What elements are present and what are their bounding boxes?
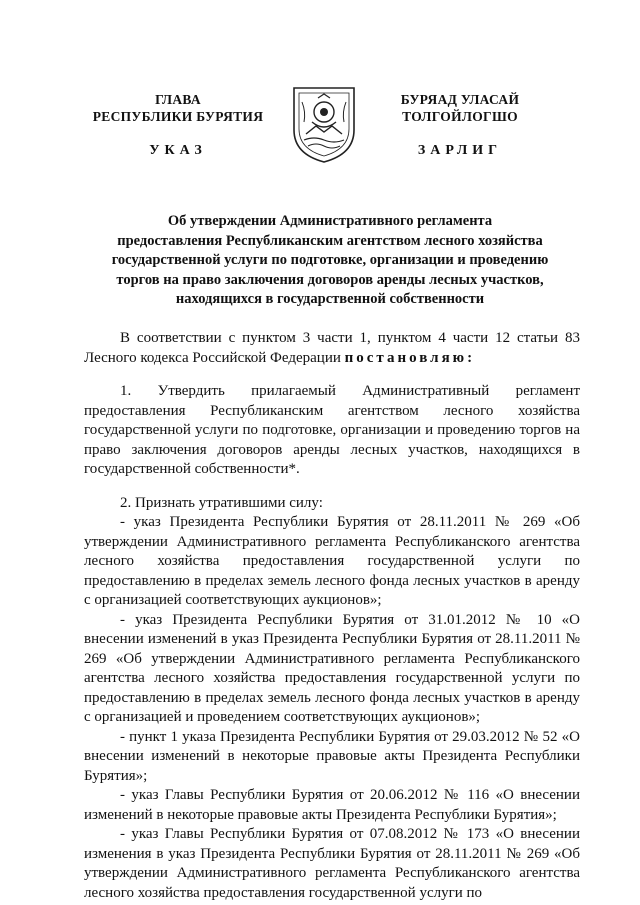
header-right-line2: ТОЛГОЙЛОГШО: [402, 109, 518, 124]
item-1: 1. Утвердить прилагаемый Административный регламент предоставления Республиканским агентством лесного хозяйства государственной услуги по подготовке, организации и проведению торгов на право заключения договоров аренды лесных участков, находящихся в государственной собственности*.: [84, 383, 580, 477]
header-left-line2: РЕСПУБЛИКИ БУРЯТИЯ: [92, 109, 264, 124]
title-line: государственной услуги по подготовке, организации и проведению: [111, 252, 549, 268]
preamble: [84, 329, 580, 368]
header-right: [380, 91, 540, 125]
document-body: [84, 329, 580, 903]
item-2-subitem: - указ Главы Республики Бурятия от 07.08.2012 № 173 «О внесении изменения в указ Президента Республики Бурятия от 28.11.2011 № 269 «Об утверждении Административного регламента Республиканского агентства лесного хозяйства предоставления государственной услуги по: [84, 826, 580, 901]
item-2-subitem: - указ Президента Республики Бурятия от 31.01.2012 № 10 «О внесении изменений в указ Президента Республики Бурятия от 28.11.2011 № 269 «Об утверждении Административного регламента Республиканского агентства лесного хозяйства предоставления государственной услуги по предоставлению в пределах земель лесного фонда лесных участков в аренду с организацией и проведением соответствующих аукционов»;: [84, 611, 580, 725]
item-2-subitem: - указ Главы Республики Бурятия от 20.06.2012 № 116 «О внесении изменений в некоторые правовые акты Президента Республики Бурятия»;: [84, 787, 580, 823]
preamble-text: В соответствии с пунктом 3 части 1, пунктом 4 части 12 статьи 83 Лесного кодекса Российской Федерации: [84, 330, 580, 366]
doc-type-left: УКАЗ: [149, 143, 207, 158]
item-2-subitem: - указ Президента Республики Бурятия от 28.11.2011 № 269 «Об утверждении Административного регламента Республиканского агентства лесного хозяйства предоставления государственной услуги по предоставлению в пределах земель лесного фонда лесных участков в аренду с организацией соответствующих аукционов»;: [84, 514, 580, 608]
title-line: находящихся в государственной собственности: [175, 291, 485, 307]
title-line: предоставления Республиканским агентством лесного хозяйства: [117, 232, 543, 249]
document-title: [80, 212, 580, 310]
item-2-subitem: - пункт 1 указа Президента Республики Бурятия от 29.03.2012 № 52 «О внесении изменений в некоторые правовые акты Президента Республики Бурятия»;: [84, 728, 580, 784]
coat-of-arms-emblem: [288, 82, 360, 164]
title-line: Об утверждении Административного регламента: [167, 213, 493, 229]
doc-type-right: ЗАРЛИГ: [417, 143, 503, 158]
header-right-line1: БУРЯАД УЛАСАЙ: [400, 92, 520, 107]
title-line: торгов на право заключения договоров аренды лесных участков,: [116, 271, 544, 288]
header-left-line1: ГЛАВА: [155, 92, 201, 107]
decree-word: постановляю:: [344, 349, 476, 366]
item-2: 2. Признать утратившими силу:: [120, 494, 323, 511]
header-left: [78, 91, 278, 125]
